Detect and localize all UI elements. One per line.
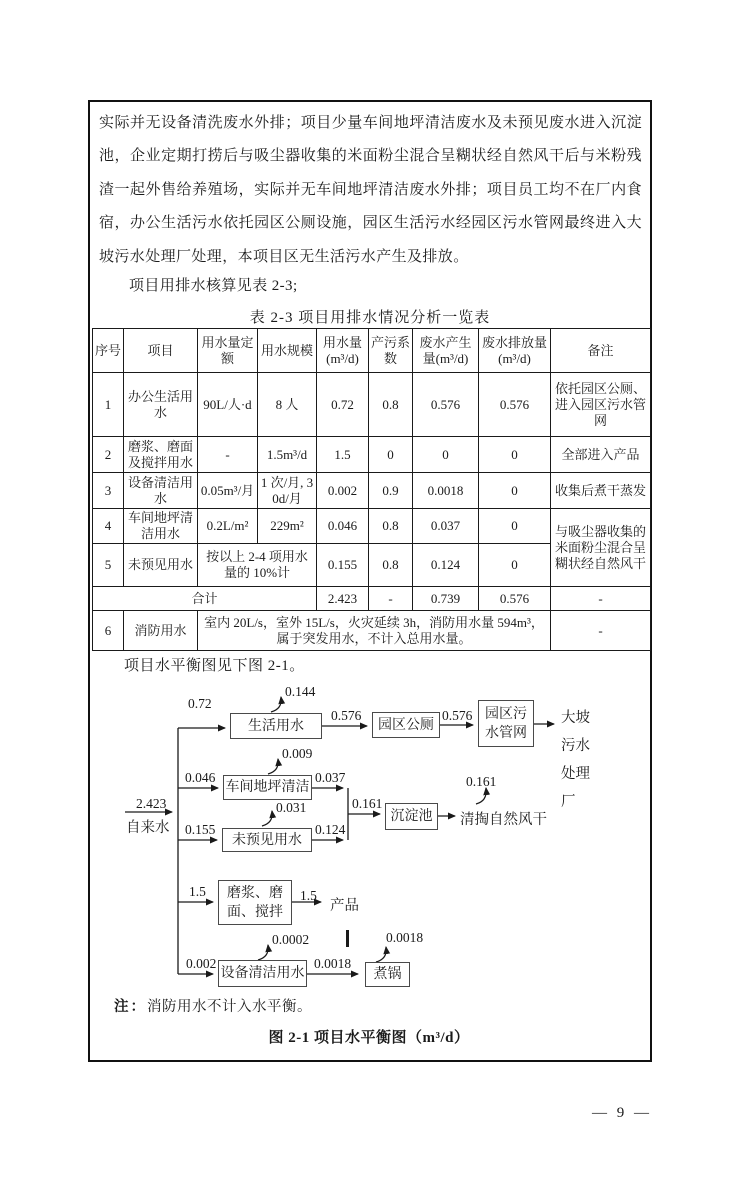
cell-item: 办公生活用水 bbox=[124, 373, 198, 437]
flow-value: 1.5 bbox=[300, 888, 317, 903]
cell-no: 4 bbox=[93, 509, 124, 544]
header-cell: 用水量定额 bbox=[198, 329, 258, 373]
box-sewage-network: 园区污水管网 bbox=[478, 700, 534, 747]
flow-value-source: 2.423 bbox=[136, 796, 167, 811]
table-header-row bbox=[93, 329, 651, 373]
cell-scale: 8 人 bbox=[258, 373, 317, 437]
header-cell: 废水排放量(m³/d) bbox=[479, 329, 551, 373]
cell-scale: 1.5m³/d bbox=[258, 437, 317, 473]
table-row bbox=[93, 611, 651, 651]
cell-item: 磨浆、磨面及搅拌用水 bbox=[124, 437, 198, 473]
cell-no: 5 bbox=[93, 544, 124, 587]
cell-quota: 0.05m³/月 bbox=[198, 473, 258, 509]
cell-usage: 0.046 bbox=[317, 509, 369, 544]
cell-scale: 229m² bbox=[258, 509, 317, 544]
cell-usage: 0.72 bbox=[317, 373, 369, 437]
table-row bbox=[93, 373, 651, 437]
page-number: — 9 — bbox=[592, 1105, 649, 1121]
cell-coef: - bbox=[369, 587, 413, 611]
flow-value: 0.037 bbox=[315, 770, 346, 785]
note-text: 消防用水不计入水平衡。 bbox=[147, 999, 312, 1015]
cell-remark: 依托园区公厕、进入园区污水管网 bbox=[551, 373, 651, 437]
cell-coef: 0.8 bbox=[369, 509, 413, 544]
cell-quota-scale: 按以上 2-4 项用水量的 10%计 bbox=[198, 544, 317, 587]
cell-quota: 90L/人·d bbox=[198, 373, 258, 437]
flow-value: 0.72 bbox=[188, 696, 212, 711]
cell-discharged: 0 bbox=[479, 473, 551, 509]
header-cell: 备注 bbox=[551, 329, 651, 373]
header-cell: 项目 bbox=[124, 329, 198, 373]
box-park-toilet: 园区公厕 bbox=[372, 712, 440, 738]
diagram-note bbox=[114, 995, 312, 1016]
cell-item: 设备清洁用水 bbox=[124, 473, 198, 509]
cell-discharged: 0 bbox=[479, 509, 551, 544]
cell-produced: 0.124 bbox=[413, 544, 479, 587]
cell-no: 2 bbox=[93, 437, 124, 473]
evap-arrow-equipment bbox=[258, 945, 268, 960]
diagram-intro-line: 项目水平衡图见下图 2-1。 bbox=[124, 658, 305, 674]
flow-value: 0.002 bbox=[186, 956, 217, 971]
box-boiler: 煮锅 bbox=[365, 962, 410, 987]
source-label: 自来水 bbox=[126, 820, 170, 836]
flow-value-evap: 0.144 bbox=[285, 684, 316, 699]
flow-value-evap: 0.0002 bbox=[272, 932, 310, 947]
cell-usage: 0.155 bbox=[317, 544, 369, 587]
cell-remark: - bbox=[551, 587, 651, 611]
cell-item: 消防用水 bbox=[124, 611, 198, 651]
cell-usage: 2.423 bbox=[317, 587, 369, 611]
cell-discharged: 0.576 bbox=[479, 587, 551, 611]
cell-quota: - bbox=[198, 437, 258, 473]
cell-usage: 0.002 bbox=[317, 473, 369, 509]
header-cell: 废水产生量(m³/d) bbox=[413, 329, 479, 373]
cell-scale: 1 次/月, 30d/月 bbox=[258, 473, 317, 509]
header-cell: 序号 bbox=[93, 329, 124, 373]
flow-value: 1.5 bbox=[189, 884, 206, 899]
cell-coef: 0.9 bbox=[369, 473, 413, 509]
cell-fire-detail: 室内 20L/s，室外 15L/s，火灾延续 3h，消防用水量 594m³，属于突发用水，不计入总用水量。 bbox=[198, 611, 551, 651]
cell-produced: 0.576 bbox=[413, 373, 479, 437]
cell-produced: 0 bbox=[413, 437, 479, 473]
diagram-caption: 图 2-1 项目水平衡图（m³/d） bbox=[268, 1030, 470, 1046]
header-cell: 用水规模 bbox=[258, 329, 317, 373]
box-floor-cleaning: 车间地坪清洁 bbox=[223, 775, 312, 800]
header-cell: 产污系数 bbox=[369, 329, 413, 373]
cell-produced: 0.739 bbox=[413, 587, 479, 611]
end-label-dredge: 清掏自然风干 bbox=[460, 812, 547, 828]
end-label-wwtp: 大坡污水处理厂 bbox=[561, 710, 590, 810]
cell-remark: - bbox=[551, 611, 651, 651]
body-paragraph: 实际并无设备清洗废水外排；项目少量车间地坪清洁废水及未预见废水进入沉淀池，企业定期打捞后与吸尘器收集的米面粉尘混合呈糊状经自然风干后与米粉残渣一起外售给养殖场，实际并无车间地坪清洁废水外排；项目员工均不在厂内食宿，办公生活污水依托园区公厕设施，园区生活污水经园区污水管网最终进入大坡污水处理厂处理，本项目区无生活污水产生及排放。 bbox=[99, 115, 642, 265]
box-sedimentation-tank: 沉淀池 bbox=[385, 803, 438, 830]
box-equipment-cleaning: 设备清洁用水 bbox=[218, 960, 307, 987]
cell-produced: 0.037 bbox=[413, 509, 479, 544]
table-row bbox=[93, 437, 651, 473]
cell-discharged: 0.576 bbox=[479, 373, 551, 437]
table-total-row bbox=[93, 587, 651, 611]
cell-remark: 收集后煮干蒸发 bbox=[551, 473, 651, 509]
cell-item: 车间地坪清洁用水 bbox=[124, 509, 198, 544]
cell-discharged: 0 bbox=[479, 437, 551, 473]
cell-produced: 0.0018 bbox=[413, 473, 479, 509]
cell-no: 6 bbox=[93, 611, 124, 651]
cell-coef: 0.8 bbox=[369, 544, 413, 587]
cell-coef: 0.8 bbox=[369, 373, 413, 437]
flow-value-evap: 0.031 bbox=[276, 800, 307, 815]
table-intro-line: 项目用排水核算见表 2-3; bbox=[129, 278, 298, 294]
header-cell: 用水量(m³/d) bbox=[317, 329, 369, 373]
box-grinding-mixing: 磨浆、磨面、搅拌 bbox=[218, 880, 292, 925]
note-prefix: 注： bbox=[114, 999, 147, 1015]
evap-arrow-unforeseen bbox=[262, 811, 272, 826]
evap-arrow-boiler bbox=[376, 947, 386, 962]
evap-arrow-dredge bbox=[476, 788, 486, 804]
flow-value: 0.124 bbox=[315, 822, 346, 837]
water-usage-table bbox=[92, 328, 651, 651]
cell-total-label: 合计 bbox=[93, 587, 317, 611]
flow-value: 0.0018 bbox=[314, 956, 352, 971]
stray-mark bbox=[346, 930, 349, 947]
evap-arrow-floor bbox=[268, 759, 278, 774]
flow-value: 0.155 bbox=[185, 822, 216, 837]
flow-value-evap: 0.161 bbox=[466, 774, 497, 789]
cell-no: 3 bbox=[93, 473, 124, 509]
cell-quota: 0.2L/m² bbox=[198, 509, 258, 544]
cell-coef: 0 bbox=[369, 437, 413, 473]
flow-value: 0.046 bbox=[185, 770, 216, 785]
flow-value: 0.576 bbox=[442, 708, 473, 723]
cell-no: 1 bbox=[93, 373, 124, 437]
box-unforeseen-water: 未预见用水 bbox=[222, 828, 312, 852]
cell-usage: 1.5 bbox=[317, 437, 369, 473]
flow-value-evap: 0.0018 bbox=[386, 930, 424, 945]
evap-arrow-domestic bbox=[271, 697, 281, 712]
flow-value: 0.576 bbox=[331, 708, 362, 723]
box-domestic-water: 生活用水 bbox=[230, 713, 322, 739]
cell-item: 未预见用水 bbox=[124, 544, 198, 587]
end-label-product: 产品 bbox=[330, 898, 359, 914]
flow-value-merged: 0.161 bbox=[352, 796, 383, 811]
cell-discharged: 0 bbox=[479, 544, 551, 587]
table-row bbox=[93, 509, 651, 544]
cell-remark-shared: 与吸尘器收集的米面粉尘混合呈糊状经自然风干 bbox=[551, 509, 651, 587]
table-title: 表 2-3 项目用排水情况分析一览表 bbox=[249, 310, 491, 326]
table-row bbox=[93, 473, 651, 509]
cell-remark: 全部进入产品 bbox=[551, 437, 651, 473]
flow-value-evap: 0.009 bbox=[282, 746, 313, 761]
water-balance-diagram bbox=[88, 652, 650, 1062]
